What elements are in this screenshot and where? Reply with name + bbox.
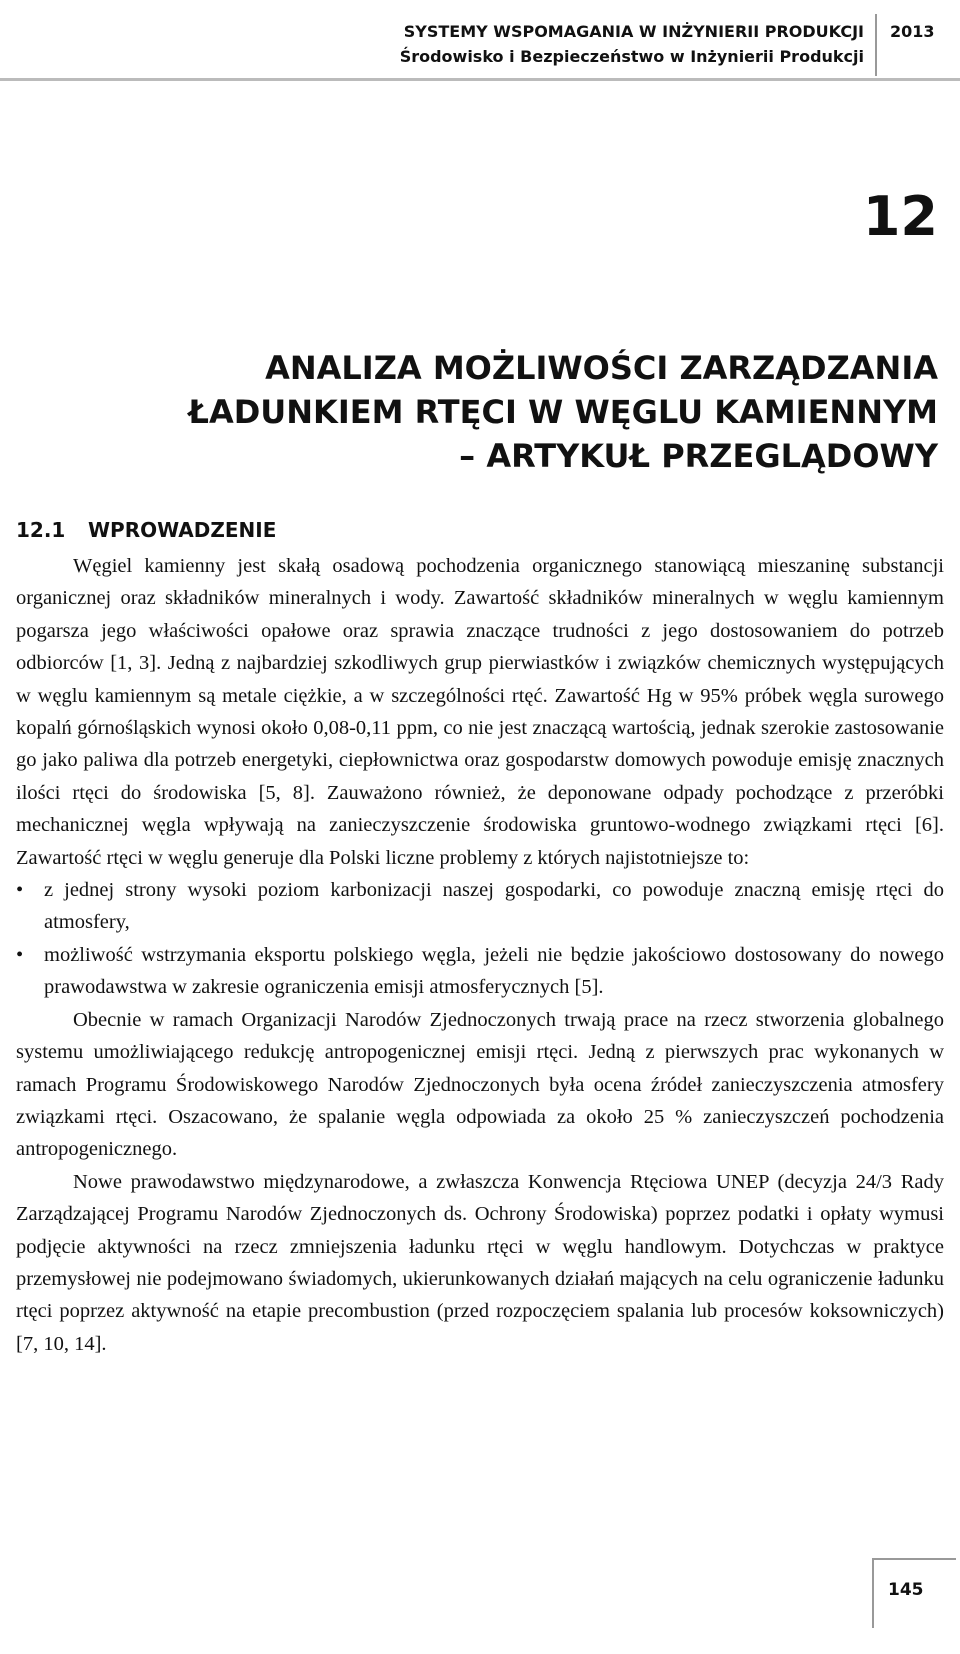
list-item (16, 939, 944, 1004)
article-body (16, 550, 944, 1360)
bullet-icon: • (16, 879, 24, 902)
chapter-title-line: ŁADUNKIEM RTĘCI W WĘGLU KAMIENNYM (188, 393, 938, 431)
page-number: 145 (888, 1580, 924, 1600)
chapter-title-line: – ARTYKUŁ PRZEGLĄDOWY (459, 437, 938, 475)
chapter-title-line: ANALIZA MOŻLIWOŚCI ZARZĄDZANIA (265, 349, 938, 387)
list-item-text: możliwość wstrzymania eksportu polskiego węgla, jeżeli nie będzie jakościowo dostosowany do nowego prawodawstwa w zakresie ograniczenia emisji atmosferycznych [5]. (44, 943, 944, 999)
running-header (0, 0, 960, 80)
list-item-text: z jednej strony wysoki poziom karbonizacji naszej gospodarki, co powoduje znaczną emisję rtęci do atmosfery, (44, 879, 944, 934)
bullet-list (16, 874, 944, 1004)
body-paragraph: Nowe prawodawstwo międzynarodowe, a zwłaszcza Konwencja Rtęciowa UNEP (decyzja 24/3 Rady Zarządzającej Programu Narodów Zjednoczonych ds. Ochrony Środowiska) poprzez podatki i opłaty wymusi podjęcie aktywności na rzecz zmniejszenia ładunku rtęci w węglu handlowym. Dotychczas w praktyce przemysłowej nie podejmowano świadomych, ukierunkowanych działań mających na celu ograniczenie ładunku rtęci poprzez aktywność na etapie precombustion (przed rozpoczęciem spalania lub procesów koksowniczych) [7, 10, 14]. (16, 1170, 944, 1355)
list-item (16, 874, 944, 939)
journal-title: SYSTEMY WSPOMAGANIA W INŻYNIERII PRODUKCJI (403, 22, 864, 41)
journal-year: 2013 (890, 22, 935, 41)
chapter-title (18, 346, 938, 478)
bullet-icon: • (16, 943, 24, 966)
header-divider (875, 14, 877, 76)
section-heading (16, 518, 276, 542)
journal-subtitle: Środowisko i Bezpieczeństwo w Inżynierii Produkcji (399, 47, 864, 66)
body-paragraph: Obecnie w ramach Organizacji Narodów Zjednoczonych trwają prace na rzecz stworzenia globalnego systemu umożliwiającego redukcję antropogenicznej emisji rtęci. Jedną z pierwszych prac wykonanych w ramach Programu Środowiskowego Narodów Zjednoczonych była ocena źródeł zanieczyszczenia atmosfery związkami rtęci. Oszacowano, że spalanie węgla odpowiada za około 25 % zanieczyszczeń pochodzenia antropogenicznego. (16, 1008, 944, 1161)
chapter-number: 12 (862, 185, 938, 248)
body-paragraph: Węgiel kamienny jest skałą osadową pochodzenia organicznego stanowiącą mieszaninę substancji organicznej oraz składników mineralnych i wody. Zawartość składników mineralnych w węglu kamiennym pogarsza jego właściwości opałowe oraz sprawia znaczące trudności z jego dostosowaniem do potrzeb odbiorców [1, 3]. Jedną z najbardziej szkodliwych grup pierwiastków i związków chemicznych występujących w węglu kamiennym są metale ciężkie, a w szczególności rtęć. Zawartość Hg w 95% próbek węgla surowego kopalń górnośląskich wynosi około 0,08-0,11 ppm, co nie jest znaczącą wartością, jednak szerokie zastosowanie go jako paliwa dla potrzeb energetyki, ciepłownictwa oraz gospodarstw domowych powoduje emisję znacznych ilości rtęci do środowiska [5, 8]. Zauważono również, że deponowane odpady pochodzące z przeróbki mechanicznej węgla wpływają na zanieczyszczenie środowiska gruntowo-wodnego związkami rtęci [6]. Zawartość rtęci w węglu generuje dla Polski liczne problemy z których najistotniejsze to: (16, 555, 944, 869)
section-number: 12.1 (16, 518, 66, 542)
section-title: WPROWADZENIE (88, 518, 277, 542)
header-rule (0, 78, 960, 81)
